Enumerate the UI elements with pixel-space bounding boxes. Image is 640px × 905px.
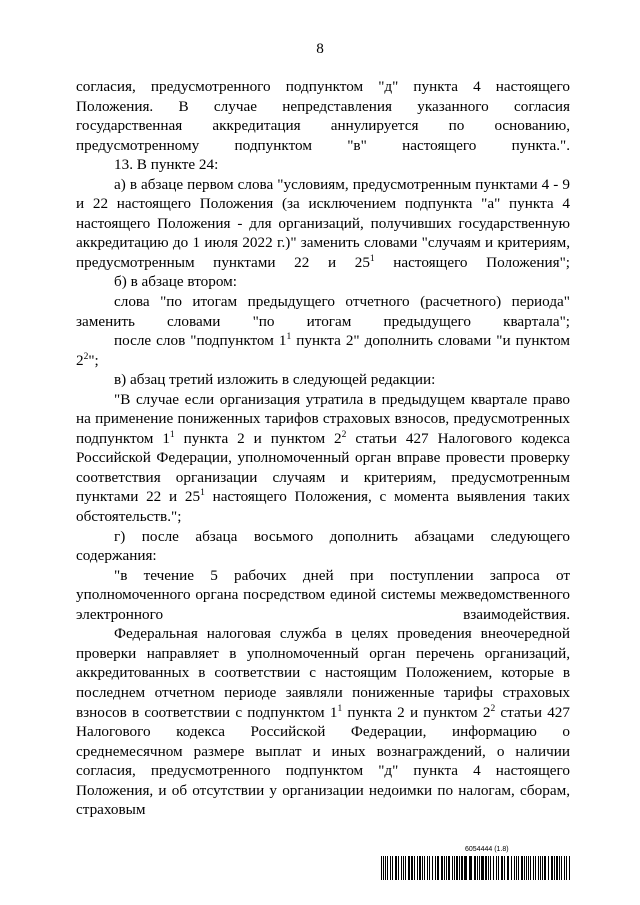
paragraph-within-5-days: "в течение 5 рабочих дней при поступлении запроса от уполномоченного органа посредством единой системы межведомственного электронного взаимодействия. bbox=[76, 566, 570, 623]
barcode-bar bbox=[432, 856, 433, 880]
barcode-bar bbox=[538, 856, 539, 880]
paragraph-subitem-v: в) абзац третий изложить в следующей редакции: bbox=[114, 371, 436, 389]
barcode-bar bbox=[493, 856, 494, 880]
barcode-bar bbox=[521, 856, 523, 880]
document-body bbox=[76, 77, 570, 820]
barcode-bar bbox=[427, 856, 428, 880]
paragraph-after-words: после слов "подпунктом $1^1$ пункта 2" дополнить словами "и пунктом $2^2$"; bbox=[76, 332, 570, 369]
barcode-bar bbox=[533, 856, 534, 880]
barcode-bar bbox=[556, 856, 558, 880]
barcode-bar bbox=[437, 856, 439, 880]
barcode-bar bbox=[504, 856, 505, 880]
barcode-bar bbox=[524, 856, 525, 880]
barcode-bar bbox=[411, 856, 413, 880]
barcode-bar bbox=[452, 856, 453, 880]
barcode-bar bbox=[469, 856, 472, 880]
barcode-bar bbox=[535, 856, 536, 880]
barcode-bar bbox=[444, 856, 445, 880]
barcode-bar bbox=[561, 856, 562, 880]
barcode-bar bbox=[429, 856, 430, 880]
barcode-bar bbox=[417, 856, 418, 880]
paragraph-fns: Федеральная налоговая служба в целях проведения внеочередной проверки направляет в уполномоченный орган перечень организаций, аккредитованных в соответствии с настоящим Положением, которые в последнем отчетном периоде заявляли пониженные тарифы страховых взносов в соответствии с подпунктом $1^1$ пункта 2 и пунктом $2^2$ статьи 427 Налогового кодекса Российской Федерации, информацию о среднемесячном размере выплат и иных вознаграждений, о наличии согласия, предусмотренного подпунктом "д" пункта 4 настоящего Положения, и об отсутствии у организации недоимки по налогам, сборам, страховым bbox=[76, 625, 570, 819]
barcode-bar bbox=[461, 856, 463, 880]
barcode-bar bbox=[564, 856, 565, 880]
barcode-bar bbox=[446, 856, 447, 880]
barcode-bar bbox=[401, 856, 402, 880]
barcode-bar bbox=[485, 856, 487, 880]
barcode-bar bbox=[435, 856, 436, 880]
barcode-bar bbox=[501, 856, 503, 880]
barcode-bar bbox=[498, 856, 499, 880]
barcode-bar bbox=[477, 856, 478, 880]
paragraph-subitem-g: г) после абзаца восьмого дополнить абзацами следующего содержания: bbox=[76, 527, 570, 565]
barcode-bar bbox=[507, 856, 509, 880]
barcode-bar bbox=[548, 856, 549, 880]
barcode-bar bbox=[530, 856, 531, 880]
barcode-bar bbox=[518, 856, 519, 880]
barcode-bar bbox=[419, 856, 421, 880]
barcode-bar bbox=[392, 856, 393, 880]
barcode-bar bbox=[528, 856, 529, 880]
barcode-bar bbox=[542, 856, 543, 880]
barcode-bar bbox=[383, 856, 384, 880]
barcode-bar bbox=[566, 856, 567, 880]
paragraph-item-13: 13. В пункте 24: bbox=[114, 156, 219, 174]
paragraph-new-text: "В случае если организация утратила в предыдущем квартале право на применение пониженных тарифов страховых взносов, предусмотренных подпунктом $1^1$ пункта 2 и пунктом $2^2$ статьи 427 Налогового кодекса Российской Федерации, уполномоченный орган вправе провести проверку соответствия организации случаям и критериям, предусмотренным пунктами 22 и $25^1$ настоящего Положения, с момента выявления таких обстоятельств."; bbox=[76, 390, 570, 526]
barcode-bar bbox=[490, 856, 491, 880]
barcode-bar bbox=[448, 856, 450, 880]
barcode-bar bbox=[496, 856, 497, 880]
barcode-label: 6054444 (1.8) bbox=[465, 846, 509, 853]
barcode-bar bbox=[526, 856, 527, 880]
barcode-bar bbox=[481, 856, 484, 880]
page-number: 8 bbox=[316, 40, 324, 57]
barcode-bar bbox=[559, 856, 560, 880]
barcode-bar bbox=[424, 856, 425, 880]
barcode-bar bbox=[488, 856, 489, 880]
barcode-bar bbox=[405, 856, 406, 880]
barcode-bar bbox=[514, 856, 515, 880]
paragraph-words-replace: слова "по итогам предыдущего отчетного (расчетного) периода" заменить словами "по итогам предыдущего квартала"; bbox=[76, 293, 570, 330]
barcode-bar bbox=[474, 856, 476, 880]
barcode-bar bbox=[385, 856, 386, 880]
paragraph-subitem-b: б) в абзаце втором: bbox=[114, 273, 237, 291]
paragraph-continuation: согласия, предусмотренного подпунктом "д" пункта 4 настоящего Положения. В случае непредставления указанного согласия государственная аккредитация аннулируется по основанию, предусмотренному подпунктом "в" настоящего пункта.". bbox=[76, 78, 570, 154]
barcode-bar bbox=[569, 856, 570, 880]
barcode bbox=[381, 856, 571, 880]
barcode-bar bbox=[395, 856, 397, 880]
barcode-bar bbox=[387, 856, 388, 880]
barcode-bar bbox=[464, 856, 467, 880]
paragraph-subitem-a: а) в абзаце первом слова "условиям, предусмотренным пунктами 4 - 9 и 22 настоящего Положения (за исключением подпункта "а" пункта 4 настоящего Положения - для организаций, получивших государственную аккредитацию до 1 июля 2022 г.)" заменить словами "случаям и критериям, предусмотренным пунктами 22 и $25^1$ настоящего Положения"; bbox=[76, 175, 570, 271]
barcode-bar bbox=[544, 856, 546, 880]
barcode-bar bbox=[456, 856, 458, 880]
barcode-bar bbox=[408, 856, 410, 880]
barcode-bar bbox=[398, 856, 399, 880]
barcode-bar bbox=[403, 856, 404, 880]
barcode-bar bbox=[516, 856, 517, 880]
barcode-bar bbox=[459, 856, 460, 880]
barcode-bar bbox=[540, 856, 541, 880]
barcode-bar bbox=[381, 856, 382, 880]
barcode-bar bbox=[441, 856, 443, 880]
barcode-bar bbox=[551, 856, 553, 880]
barcode-bar bbox=[454, 856, 455, 880]
barcode-bar bbox=[422, 856, 423, 880]
barcode-bar bbox=[414, 856, 415, 880]
barcode-bar bbox=[479, 856, 480, 880]
barcode-bar bbox=[511, 856, 512, 880]
barcode-bar bbox=[390, 856, 391, 880]
barcode-bar bbox=[554, 856, 555, 880]
